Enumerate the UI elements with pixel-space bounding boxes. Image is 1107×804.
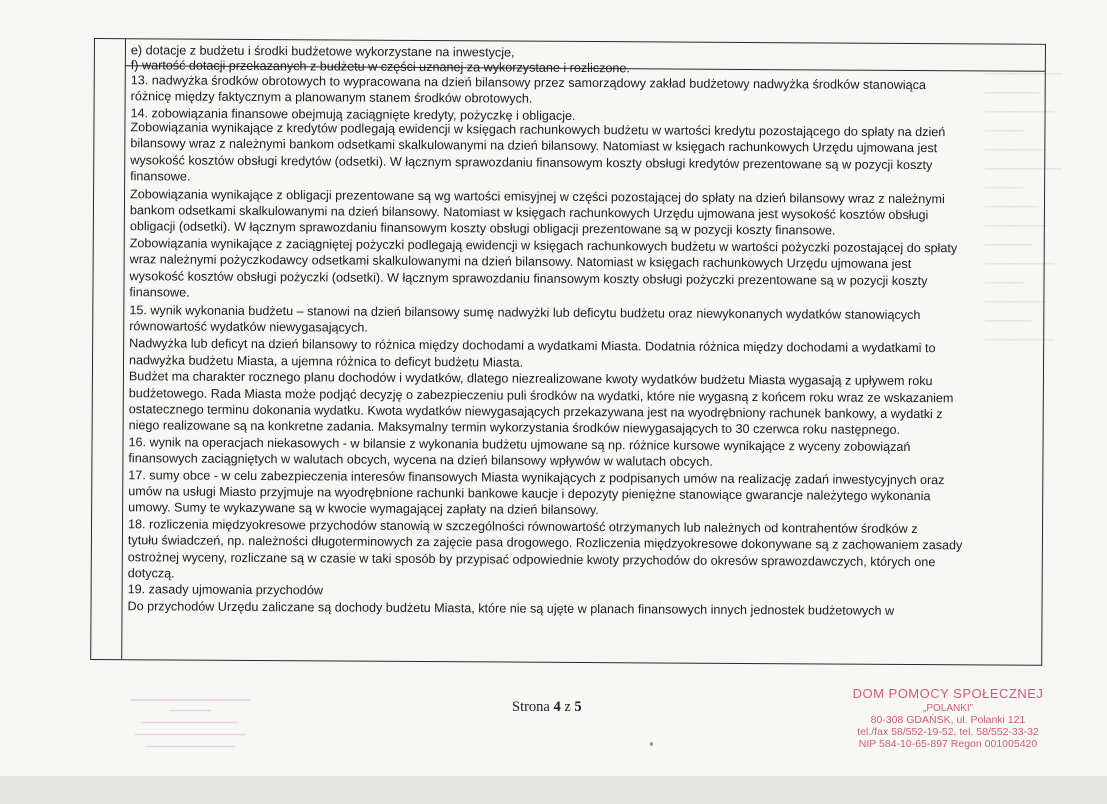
document-body: [127, 43, 1036, 619]
text-line: umów na usługi Miasto przyjmuje na wyodrębnione rachunki bankowe kaucje i depozyty pieniężne stanowiące gwarancje należytego wykonania: [128, 484, 931, 504]
document-table: [90, 38, 1046, 666]
text-line: 17. sumy obce - w celu zabezpieczenia interesów finansowych Miasta wynikających z podpisanych umów na realizację zadań inwestycyjnych oraz: [128, 467, 945, 487]
scan-bottom-edge: [0, 776, 1107, 804]
page-number: [512, 699, 582, 716]
text-line: finansowe.: [129, 285, 190, 300]
text-line: ostatecznego terminu dokonania wydatku. Kwota wydatków niewygasających przekazywana jest na wyodrębniony rachunek bankowy, a wydatki z: [128, 402, 943, 422]
text-line: f) wartość dotacji przekazanych z budżetu w części uznanej za wykorzystane i rozliczone.: [130, 58, 630, 76]
stamp-phone: tel./fax 58/552-19-52, tel. 58/552-33-32: [857, 726, 1039, 738]
page-total: 5: [574, 699, 582, 715]
stamp-name: DOM POMOCY SPOŁECZNEJ: [852, 686, 1044, 701]
text-line: 19. zasady ujmowania przychodów: [127, 582, 323, 598]
text-line: 15. wynik wykonania budżetu – stanowi na dzień bilansowy sumę nadwyżki lub deficytu budżetu oraz niewykonanych wydatków stanowiących: [129, 302, 921, 322]
text-line: dotyczą.: [127, 566, 175, 581]
text-line: Do przychodów Urzędu zaliczane są dochody budżetu Miasta, które nie są ujęte w planach finansowych innych jednostek budżetowych w: [127, 599, 895, 618]
text-line: wraz należnymi pożyczkodawcy odsetkami skalkulowanymi na dzień bilansowy. Natomiast w księgach rachunkowych Urzędu ujmowana jest: [129, 252, 912, 272]
text-line: finansowe.: [130, 169, 191, 184]
text-line: wysokość kosztów obsługi kredytów (odsetki). W łącznym sprawozdaniu finansowym koszty obsługi kredytów prezentowane są w pozycji koszty: [130, 153, 933, 172]
stamp-address: 80-308 GDAŃSK, ul. Polanki 121: [870, 714, 1026, 726]
text-line: różnicę między faktycznym a planowanym stanem środków obrotowych.: [130, 89, 533, 106]
text-line: bilansowy wraz z należnymi bankom odsetkami skalkulowanymi na dzień bilansowy. Natomiast w księgach rachunkowych Urzędu ujmowana jest: [130, 136, 938, 156]
text-line: Zobowiązania wynikające z obligacji prezentowane są wg wartości emisyjnej w części pozostającej do spłaty na dzień bilansowy wraz z należnymi: [130, 186, 945, 206]
text-line: 16. wynik na operacjach niekasowych - w bilansie z wykonania budżetu ujmowane są np. różnice kursowe wynikające z wyceny zobowiązań: [128, 434, 911, 454]
text-line: Budżet ma charakter rocznego planu dochodów i wydatków, dlatego niezrealizowane kwoty wydatków budżetu Miasta wygasają z upływem roku: [128, 369, 933, 389]
text-line: budżetowego. Rada Miasta może podjąć decyzję o zabezpieczeniu puli środków na wydatki, które nie wygasną z końcem roku wraz ze wskazaniem: [128, 385, 954, 405]
text-line: e) dotacje z budżetu i środki budżetowe wykorzystane na inwestycje,: [130, 43, 515, 60]
text-line: Zobowiązania wynikające z kredytów podlegają ewidencji w księgach rachunkowych budżetu w wartości kredytu pozostającego do spłaty na dzień: [130, 120, 946, 140]
page-current: 4: [553, 699, 561, 715]
text-line: 14. zobowiązania finansowe obejmują zaciągnięte kredyty, pożyczkę i obligacje.: [130, 105, 576, 123]
text-line: nadwyżka budżetu Miasta, a ujemna różnica to deficyt budżetu Miasta.: [128, 352, 524, 370]
page-label: Strona: [512, 699, 550, 715]
text-line: 18. rozliczenia międzyokresowe przychodów stanowią w szczególności równowartość otrzymanych lub należnych od kontrahentów środków z: [127, 516, 918, 536]
text-line: bankom odsetkami skalkulowanymi na dzień bilansowy. Natomiast w księgach rachunkowych Urzędu ujmowana jest wysokość kosztów obsługi: [129, 203, 929, 223]
stamp-subname: „POLANKI”: [922, 703, 973, 714]
institution-stamp: [848, 686, 1048, 750]
stamp-ids: NIP 584-10-65-897 Regon 001005420: [858, 738, 1038, 750]
text-line: niego realizowane są na konkretne zadania. Maksymalny termin wykorzystania środków niewygasających to 30 czerwca roku następnego.: [128, 418, 901, 438]
text-line: Nadwyżka lub deficyt na dzień bilansowy to różnica między dochodami a wydatkami Miasta. Dodatnia różnica między dochodami a wydatkami to: [129, 336, 936, 356]
text-line: 13. nadwyżka środków obrotowych to wypracowana na dzień bilansowy przez samorządowy zakład budżetowy nadwyżka środków stanowiąca: [130, 73, 926, 92]
text-line: równowartość wydatków niewygasających.: [129, 319, 368, 335]
text-line: ostrożnej wyceny, rozliczane są w czasie w taki sposób by przypisać odpowiednie kwoty przychodów do okresów sprawozdawczych, których one: [127, 549, 936, 569]
text-line: wysokość kosztów obsługi pożyczki (odsetki). W łącznym sprawozdaniu finansowym koszty obsługi pożyczki prezentowane są w pozycji koszty: [129, 268, 928, 288]
bleed-stamp-mark: ▁▁▁▁▁▁▁▁▁▁▁▁▁ ▁▁▁▁▁▁ ▁▁▁▁▁▁▁▁▁▁▁▁▁▁ ▁▁▁▁▁▁▁▁▁▁▁▁▁▁▁▁ ▁▁▁▁▁▁▁▁▁▁▁▁▁: [130, 687, 250, 747]
page-separator: z: [564, 699, 571, 715]
bleed-through-texture: ▁▁▁▁▁▁▁▁▁▁ ▁▁▁▁▁▁▁ ▁▁▁▁▁▁▁▁▁ ▁▁▁▁▁ ▁▁▁▁▁▁▁▁ ▁▁▁▁▁▁▁▁▁▁ ▁▁▁▁▁ ▁▁▁▁▁▁▁ ▁▁▁▁▁▁▁▁ ▁▁▁▁▁▁ ▁▁▁▁▁▁▁▁▁ ▁▁▁▁▁ ▁▁▁▁▁▁▁▁ ▁▁▁▁▁▁ ▁▁▁▁▁▁▁▁▁: [985, 64, 1062, 341]
table-column-divider: [121, 39, 126, 659]
text-line: umowy. Sumy te wykazywane są w kwocie wymagającej zapłaty na dzień bilansowy.: [128, 500, 599, 518]
scan-speck: [650, 742, 653, 746]
text-line: Zobowiązania wynikające z zaciągniętej pożyczki podlegają ewidencji w księgach rachunkowych budżetu w wartości pożyczki pozostającej do spłaty: [129, 236, 958, 256]
text-line: obligacji (odsetki). W łącznym sprawozdaniu finansowym koszty obsługi obligacji prezentowane są w pozycji koszty finansowe.: [129, 219, 836, 239]
text-line: finansowych zaciągniętych w walutach obcych, wycena na dzień bilansowy wpływów w walutach obcych.: [128, 451, 713, 469]
text-line: tytułu świadczeń, np. należności długoterminowych za zajęcie pasa drogowego. Rozliczenia międzyokresowe dokonywane są z zachowaniem zasady: [127, 533, 963, 553]
